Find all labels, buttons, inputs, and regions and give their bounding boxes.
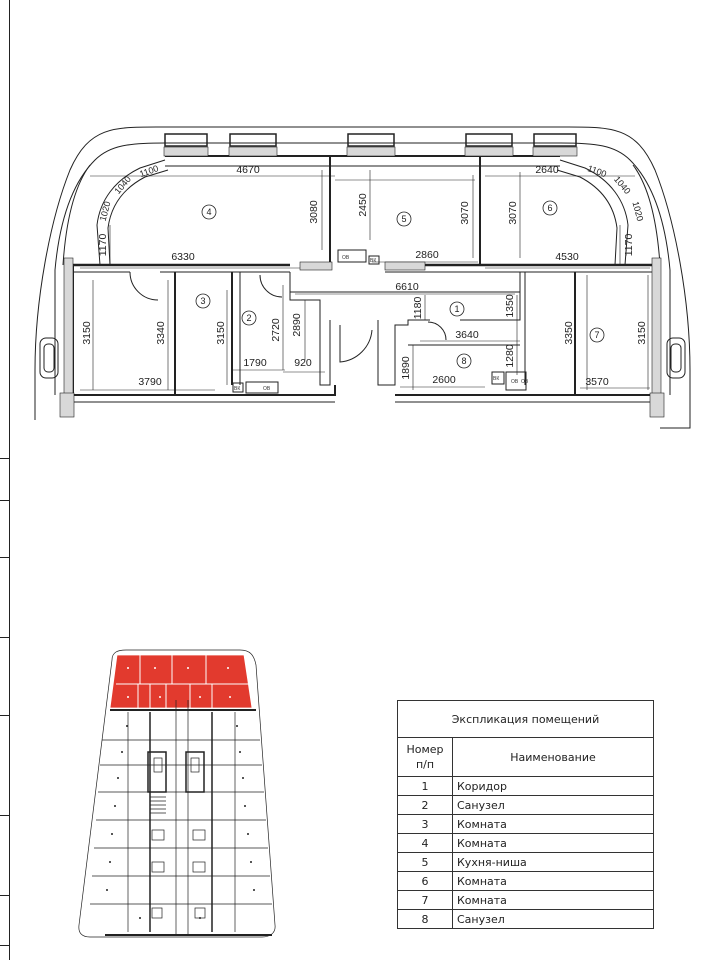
room-number: 4 bbox=[206, 207, 212, 217]
dimension-label: 1170 bbox=[97, 233, 109, 257]
row-name: Санузел bbox=[453, 796, 654, 815]
table-row bbox=[398, 796, 654, 815]
room-number: 7 bbox=[594, 330, 600, 340]
dimension-label: 3340 bbox=[155, 321, 167, 345]
dimension-label: 1040 bbox=[112, 174, 133, 196]
col-number-header: Номер п/п bbox=[398, 738, 453, 777]
table-row bbox=[398, 891, 654, 910]
dimension-label: 3790 bbox=[138, 376, 162, 388]
row-number: 8 bbox=[398, 910, 453, 929]
explication-table bbox=[397, 700, 654, 929]
row-number: 2 bbox=[398, 796, 453, 815]
dimension-label: 1350 bbox=[504, 294, 516, 318]
row-name: Комната bbox=[453, 815, 654, 834]
dimension-label: 2890 bbox=[291, 313, 303, 337]
room-number: 8 bbox=[461, 356, 467, 366]
dimension-label: 1100 bbox=[138, 163, 160, 180]
dimension-label: 1170 bbox=[623, 233, 635, 257]
room-number: 2 bbox=[246, 313, 252, 323]
room-number: 5 bbox=[401, 214, 407, 224]
room-number: 6 bbox=[547, 203, 553, 213]
dimension-label: 1180 bbox=[412, 296, 424, 320]
dimension-label: 3070 bbox=[459, 201, 471, 225]
dimension-label: 1040 bbox=[612, 174, 633, 196]
dimension-label: 1890 bbox=[400, 356, 412, 380]
explication-title: Экспликация помещений bbox=[398, 701, 654, 738]
dimension-label: 3570 bbox=[585, 376, 609, 388]
dimension-label: 4530 bbox=[555, 251, 579, 263]
fixture-label: ОВ bbox=[521, 379, 529, 385]
fixture-label: ОВ bbox=[511, 379, 519, 385]
row-name: Санузел bbox=[453, 910, 654, 929]
col-name-header: Наименование bbox=[453, 738, 654, 777]
fixture-label: ОВ bbox=[263, 386, 271, 392]
dimension-label: 1280 bbox=[504, 344, 516, 368]
row-name: Коридор bbox=[453, 777, 654, 796]
dimension-label: 920 bbox=[294, 357, 312, 369]
room-number: 1 bbox=[454, 304, 460, 314]
dimension-label: 1020 bbox=[630, 200, 646, 223]
fixture-label: ВК bbox=[234, 386, 241, 392]
dimension-label: 3150 bbox=[81, 321, 93, 345]
dimension-label: 4670 bbox=[236, 164, 260, 176]
row-number: 1 bbox=[398, 777, 453, 796]
room-number: 3 bbox=[200, 296, 206, 306]
table-row bbox=[398, 777, 654, 796]
row-name: Кухня-ниша bbox=[453, 853, 654, 872]
row-name: Комната bbox=[453, 891, 654, 910]
dimension-label: 1100 bbox=[586, 163, 608, 180]
dimension-label: 2720 bbox=[270, 318, 282, 342]
row-number: 6 bbox=[398, 872, 453, 891]
row-number: 3 bbox=[398, 815, 453, 834]
row-number: 7 bbox=[398, 891, 453, 910]
key-plan bbox=[79, 650, 275, 937]
dimension-label: 2450 bbox=[357, 193, 369, 217]
row-number: 5 bbox=[398, 853, 453, 872]
table-row bbox=[398, 872, 654, 891]
table-row bbox=[398, 815, 654, 834]
dimension-label: 2640 bbox=[535, 164, 559, 176]
table-row bbox=[398, 834, 654, 853]
fixture-label: ОВ bbox=[342, 255, 350, 261]
dimension-label: 6610 bbox=[395, 281, 419, 293]
table-row bbox=[398, 853, 654, 872]
dimension-label: 2860 bbox=[415, 249, 439, 261]
dimension-label: 1020 bbox=[97, 200, 113, 223]
facade-inner-line bbox=[55, 143, 670, 395]
dimension-label: 3070 bbox=[507, 201, 519, 225]
dimension-label: 3150 bbox=[636, 321, 648, 345]
fixture-label: ВК bbox=[370, 258, 377, 264]
dimension-label: 3080 bbox=[308, 200, 320, 224]
dimension-label: 3350 bbox=[563, 321, 575, 345]
dimension-label: 1790 bbox=[243, 357, 267, 369]
dimension-label: 2600 bbox=[432, 374, 456, 386]
fixture-label: ВК bbox=[493, 376, 500, 382]
dimension-label: 3150 bbox=[215, 321, 227, 345]
table-row bbox=[398, 910, 654, 929]
row-name: Комната bbox=[453, 834, 654, 853]
dimension-label: 6330 bbox=[171, 251, 195, 263]
row-number: 4 bbox=[398, 834, 453, 853]
row-name: Комната bbox=[453, 872, 654, 891]
dimension-label: 3640 bbox=[455, 329, 479, 341]
